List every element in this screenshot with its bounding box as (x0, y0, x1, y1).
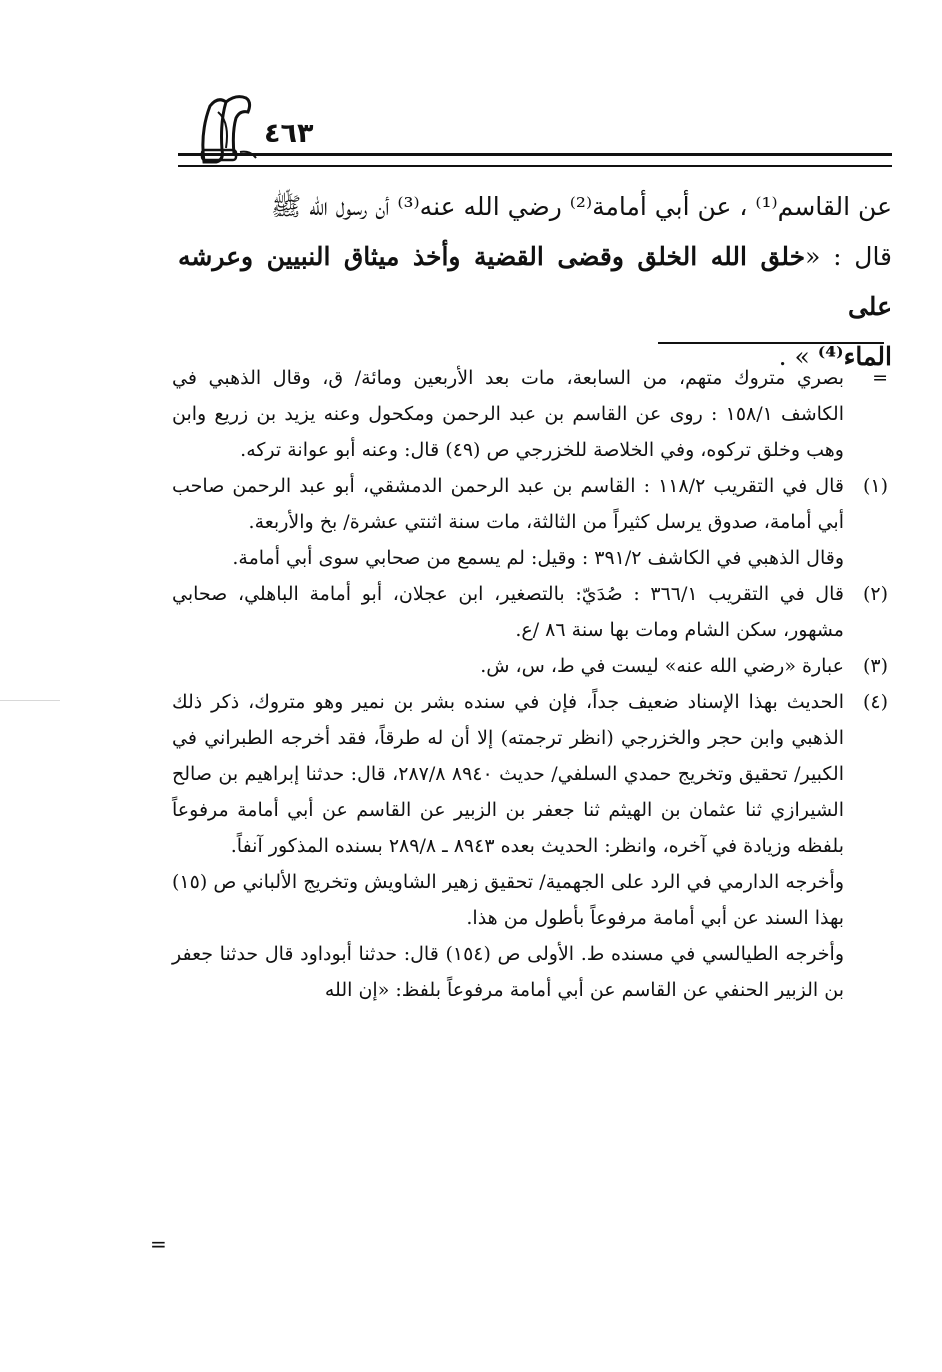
footnote-marker: (٤) (862, 691, 888, 713)
footnote-marker: (٣) (862, 655, 888, 677)
quote-intro: قال : « (805, 242, 893, 271)
footnote-marker: (٢) (862, 583, 888, 605)
page-header (178, 92, 892, 170)
footnote-separator (658, 342, 884, 344)
continuation-mark: = (150, 1232, 167, 1256)
footnote-marker: (١) (862, 475, 888, 497)
footnote-1 (172, 468, 888, 576)
footnote-text: عبارة «رضي الله عنه» ليست في ط، س، ش. (480, 655, 844, 677)
footnote-marker: = (872, 367, 888, 389)
footnote-continuation (172, 360, 888, 468)
footnote-text: قال في التقريب ٣٦٦/١ : صُدَيّ: بالتصغير، ابن عجلان، أبو أمامة الباهلي، صحابي مشهور، سكن الشام ومات بها سنة ٨٦ /ع. (172, 583, 844, 641)
page-number: ٤٦٣ (264, 118, 314, 149)
footnote-2 (172, 576, 888, 648)
main-line-2 (178, 232, 892, 332)
footnote-text: وأخرجه الدارمي في الرد على الجهمية/ تحقيق زهير الشاويش وتخريج الألباني ص (١٥) بهذا السند عن أبي أمامة مرفوعاً بأطول من هذا. (172, 871, 844, 929)
footnote-text: وأخرجه الطيالسي في مسنده ط. الأولى ص (١٥٤) قال: حدثنا أبوداود قال حدثنا جعفر بن الزبير الحنفي عن القاسم عن أبي أمامة مرفوعاً بلفظ: «إن الله (172, 943, 844, 1001)
hadith-quote-end: الماء⁽⁴⁾ (817, 342, 892, 371)
quote-close: » . (778, 342, 818, 371)
footnote-text: قال في التقريب ١١٨/٢ : القاسم بن عبد الرحمن الدمشقي، أبو عبد الرحمن صاحب أبي أمامة، صدوق يرسل كثيراً من الثالثة، مات سنة اثنتي عشرة/ بخ والأربعة. (172, 475, 844, 533)
footnote-4 (172, 684, 888, 1008)
footnote-text: الحديث بهذا الإسناد ضعيف جداً، فإن في سنده بشر بن نمير وهو متروك، ذكر ذلك الذهبي وابن حجر والخزرجي (انظر ترجمته) إلا أن له طرقاً، فقد أخرجه الطبراني في الكبير/ تحقيق وتخريج حمدي السلفي/ حديث ٨٩٤٠ ٢٨٧/٨، قال: حدثنا إبراهيم بن صالح الشيرازي ثنا عثمان بن الهيثم ثنا جعفر بن الزبير عن القاسم عن أبي أمامة مرفوعاً بلفظه وزيادة في آخره، وانظر: الحديث بعده ٨٩٤٣ ـ ٢٨٩/٨ بسنده المذكور آنفاً. (172, 691, 844, 857)
header-double-rule (178, 153, 892, 167)
footnote-text: وقال الذهبي في الكاشف ٣٩١/٢ : وقيل: لم يسمع من صحابي سوى أبي أمامة. (232, 547, 844, 569)
footnote-text: بصري متروك متهم، من السابعة، مات بعد الأربعين ومائة/ ق، وقال الذهبي في الكاشف ١٥٨/١ : روى عن القاسم بن عبد الرحمن ومكحول وعنه يزيد بن زريع وابن وهب وخلق تركوه، وفي الخلاصة للخزرجي ص (٤٩) قال: وعنه أبو عوانة تركه. (172, 367, 844, 461)
hadith-quote: خلق الله الخلق وقضى القضية وأخذ ميثاق النبيين وعرشه على (178, 242, 892, 321)
quill-inkwell-ornament-icon (196, 92, 260, 166)
footnotes (172, 360, 888, 1008)
scan-edge-line (0, 700, 60, 703)
main-line-1: عن القاسم⁽¹⁾ ، عن أبي أمامة⁽²⁾ رضي الله عنه⁽³⁾ أن رسول الله ﷺ (271, 192, 892, 221)
main-text (178, 182, 892, 382)
footnote-3 (172, 648, 888, 684)
